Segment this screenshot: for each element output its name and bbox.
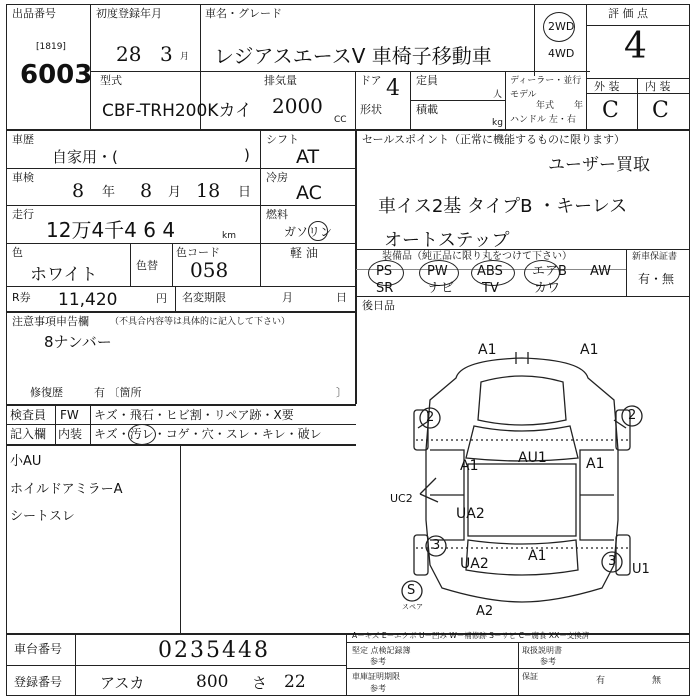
inspection-month-unit: 月 [168,185,182,200]
mileage-label: 走行 [12,208,34,221]
rule [6,129,690,131]
inspection-month: 8 [140,180,153,202]
first-reg-month-unit: 月 [180,52,190,62]
mark-u1: U1 [632,562,650,577]
equip-ps: PS [376,264,393,279]
dealer-model-year: 年式 [536,101,555,111]
repair-value: 有 〔箇所 [94,386,142,399]
rule [55,404,56,444]
equip-airbag: エアB [532,264,567,279]
rule [6,168,356,169]
rule [6,243,356,244]
equip-navi: ナビ [428,281,455,296]
usage-value: 自家用・( [52,148,118,166]
mark-a2: A2 [476,604,494,619]
rule [518,642,519,696]
grade-interior-value: C [652,98,669,123]
recycle-unit: 円 [156,292,167,305]
mark-ua2-low: UA2 [460,556,489,572]
rule [6,286,356,287]
br-r2-a: 車庫証明期限 [352,672,400,681]
br-r1-b2: 参考 [540,657,556,666]
mark-ua2-top: UA2 [456,506,485,522]
repair-label: 修復歴 [30,386,63,399]
recycle-value: 11,420 [58,290,118,310]
remark-1: 小AU [10,454,42,469]
rule [505,71,506,129]
fuel-label: 燃料 [266,208,288,221]
mark-a1-front-left: A1 [478,342,497,358]
mark-spare: スペア [402,603,423,611]
chassis-label: 車台番号 [14,642,63,656]
notes-value: 8ナンバー [44,333,112,351]
car-name-value: レジアスエースV 車椅子移動車 [214,44,492,68]
lot-label: 出品番号 [12,7,56,20]
equip-sr: SR [376,281,394,296]
rule [172,243,173,286]
rule [410,100,505,101]
mark-circle-2-right: 2 [628,408,637,423]
plate-number: 22 [284,672,306,692]
inspection-year-unit: 年 [102,185,116,200]
legend: A－キズ E－エクボ U－凹み W－補修跡 S－サビ C－腐食 XX－交換済 [352,631,590,640]
rule [130,243,131,286]
inspector-label-2: 記入欄 [10,427,47,441]
chassis-value: 0235448 [158,638,270,663]
model-label: 型式 [100,74,122,87]
mark-a1-mid-right: A1 [586,456,605,472]
mark-circle-2-left: 2 [426,410,435,425]
inspector-interior-circle [128,424,156,445]
dealer-model-label: モデル [510,90,537,100]
dealer-handle: ハンドル 左・右 [510,115,576,125]
equip-aw: AW [590,264,612,279]
rule [586,78,690,79]
color-change-label: 色替 [136,259,158,272]
usage-close: ) [244,146,250,164]
later-day-label: 後日品 [362,299,395,312]
color-label: 色 [12,246,23,259]
displacement-unit: CC [334,115,347,125]
first-reg-year: 28 [116,42,142,66]
mark-a1-front-right: A1 [580,342,599,358]
aircon-value: AC [296,182,322,204]
notes-sub: （不具合内容等は具体的に記入して下さい） [110,317,291,327]
br-r2-c: 有 [596,676,606,686]
mark-a1-mid-left: A1 [460,458,479,474]
rule [6,311,356,313]
rule [180,444,181,633]
fuel-diesel: 軽 油 [290,246,318,260]
rule [6,665,346,666]
displacement-label: 排気量 [264,74,297,87]
mark-uc2: UC2 [390,492,413,505]
plate-class: 800 [196,672,229,692]
grade-exterior-value: C [602,98,619,123]
equip-abs: ABS [477,264,503,279]
inspector-interior: 内装 [58,427,83,441]
color-code-label: 色コード [176,246,220,259]
br-r1-b: 取扱説明書 [522,646,562,655]
shift-label: シフト [266,133,299,146]
drive-2wd: 2WD [548,20,575,33]
mark-a1-rear: A1 [528,548,547,564]
equip-leather: カワ [534,281,561,296]
title-change-day-unit: 日 [336,291,347,304]
mark-s: S [407,583,416,598]
inspection-year: 8 [72,180,85,202]
rule [260,129,261,286]
rule [6,444,356,446]
rule [534,4,535,76]
grade-label: 評 価 点 [608,7,648,20]
lot-number: 6003 [20,60,93,90]
inspector-interior-items: キズ・汚レ・コゲ・穴・スレ・キレ・破レ [94,427,322,441]
rule [626,249,627,296]
br-r2-b: 保証 [522,672,538,681]
shape-label: 形状 [360,103,382,116]
mileage-unit: km [222,231,236,241]
grade-interior-label: 内 装 [645,80,671,93]
rule [6,424,356,425]
rule [6,404,356,406]
shift-value: AT [296,146,320,168]
sales-point-line2: 車イス2基 タイプB ・キーレス [378,196,628,217]
mark-au1: AU1 [518,450,547,466]
remark-2: ホイルドアミラーA [10,482,123,497]
loading-label: 積載 [416,103,438,116]
dealer-label: ディーラー・並行 [510,76,582,86]
notes-label: 注意事項申告欄 [12,315,89,328]
recycle-label: R券 [12,291,31,304]
equip-pw: PW [427,264,448,279]
mark-circle-3-left: 3 [432,538,441,553]
new-car-warranty-label: 新車保証書 [632,252,678,262]
rule [75,633,76,696]
drive-4wd: 4WD [548,47,575,60]
plate-label: 登録番号 [14,675,63,689]
rule [586,93,690,94]
inspection-day: 18 [196,180,221,202]
equip-tv: TV [482,281,499,296]
title-change-label: 名変期限 [182,291,226,304]
sales-point-line3: オートステップ [384,230,510,251]
rule [90,71,590,72]
br-r2-a2: 参考 [370,684,386,693]
capacity-unit: 人 [493,90,503,100]
grade-value: 4 [624,26,647,67]
rule [356,296,690,297]
mileage-value: 12万4千4 6 4 [46,218,176,242]
fuel-gasoline: ガソリン [284,225,333,239]
repair-close: 〕 [336,386,347,399]
mark-circle-3-right: 3 [608,554,617,569]
aircon-label: 冷房 [266,171,288,184]
inspector-label-1: 検査員 [10,408,47,422]
doors-value: 4 [386,76,400,101]
inspection-label: 車検 [12,171,34,184]
br-r1-a: 堅定 点検記録簿 [352,646,411,655]
rule [586,4,587,129]
first-reg-label: 初度登録年月 [96,7,162,20]
rule [6,205,356,206]
drive-2wd-circle [543,12,575,42]
inspector-fw: FW [60,408,79,422]
model-value: CBF-TRH200Kカイ [102,101,252,121]
remark-3: シートスレ [10,509,75,524]
new-car-warranty-value: 有・無 [638,272,675,286]
sales-point-line1: ユーザー買取 [548,155,650,175]
inspector-fw-items: キズ・飛石・ヒビ割・リペア跡・X要 [94,408,294,422]
color-code-value: 058 [190,258,229,282]
rule [355,71,356,129]
inspection-day-unit: 日 [238,185,252,200]
title-change-month-unit: 月 [282,291,293,304]
doors-label: ドア [360,74,382,87]
usage-label: 車歴 [12,133,34,146]
rule [637,78,638,129]
loading-unit: kg [492,118,503,128]
sales-point-label: セールスポイント（正常に機能するものに限ります） [362,133,626,146]
fuel-circle [308,221,328,241]
br-r1-a2: 参考 [370,657,386,666]
capacity-label: 定員 [416,74,438,87]
car-name-label: 車名・グレード [205,7,282,20]
br-r2-d: 無 [652,676,662,686]
displacement-value: 2000 [272,94,323,118]
dealer-year-unit: 年 [574,101,584,111]
plate-kana: さ [252,674,268,692]
first-reg-month: 3 [160,42,173,66]
plate-region: アスカ [100,674,145,692]
rule [175,286,176,311]
color-value: ホワイト [30,265,98,285]
lot-bracket-no: [1819] [36,42,66,52]
equipment-label: 装備品（純正品に限り丸をつけて下さい） [382,251,572,262]
grade-exterior-label: 外 装 [594,80,620,93]
rule [90,404,91,444]
